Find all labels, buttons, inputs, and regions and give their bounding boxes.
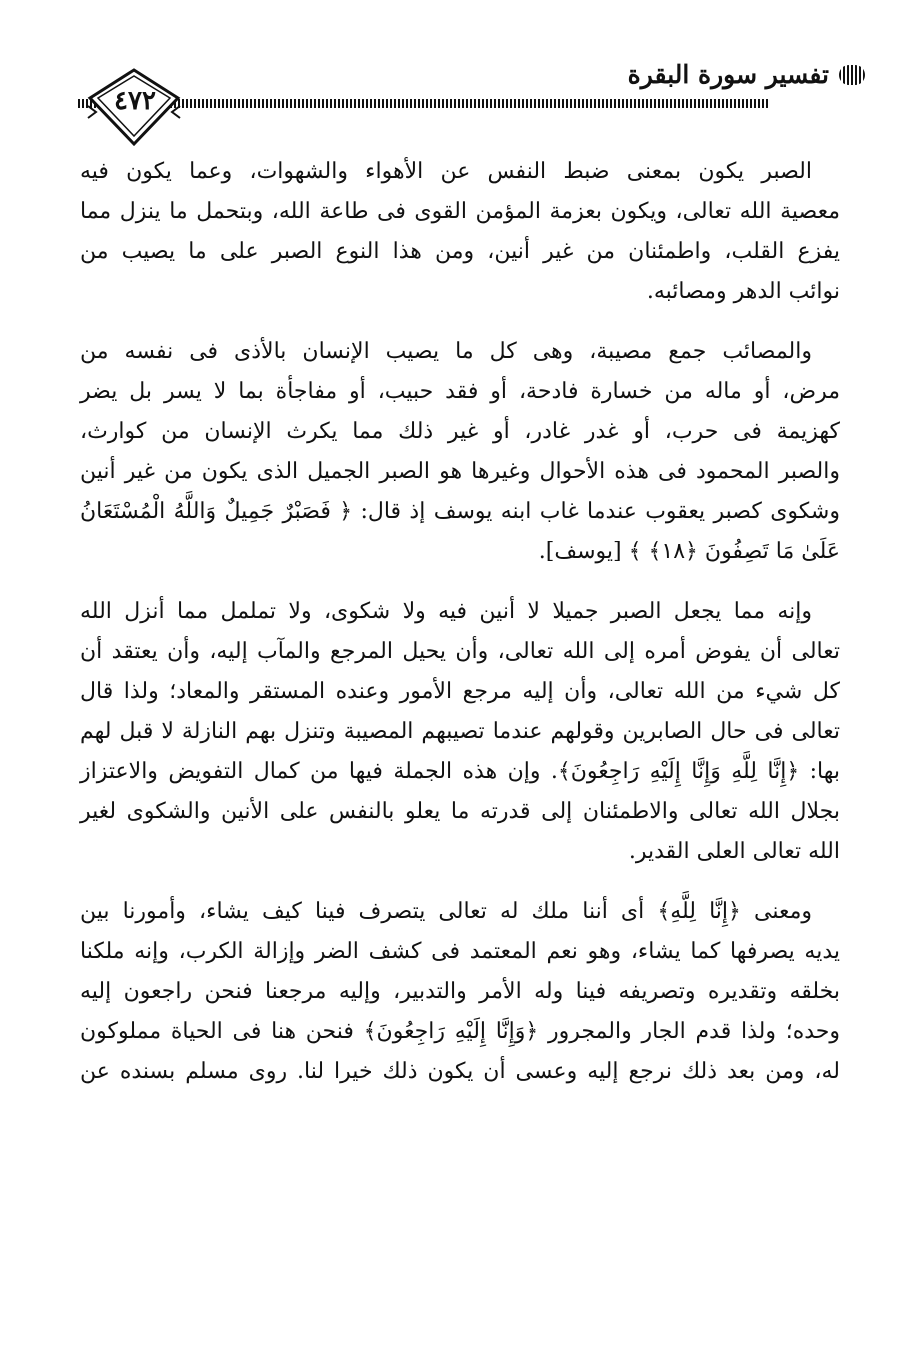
ornament-icon: [839, 65, 865, 85]
paragraph: [80, 152, 840, 312]
text-line: بخلقه وتقديره وتصريفه فينا وله الأمر والتدبير، وإليه مرجعنا فنحن راجعون إليه: [80, 979, 840, 1004]
text-line: وشكوى كصبر يعقوب عندما غاب ابنه يوسف إذ قال: ﴿ فَصَبْرٌ جَمِيلٌ وَاللَّهُ الْمُسْتَعَانُ: [80, 499, 840, 524]
text-line: وإنه مما يجعل الصبر جميلا لا أنين فيه ولا شكوى، ولا تململ مما أنزل الله: [80, 599, 812, 624]
text-line: كل شيء من الله تعالى، وأن إليه مرجع الأمور وعنده المستقر والمعاد؛ ولذا قال: [80, 679, 840, 704]
text-line: له، ومن بعد ذلك نرجع إليه وعسى أن يكون ذلك خيرا لنا. روى مسلم بسنده عن: [80, 1059, 840, 1084]
text-line: تعالى فى حال الصابرين وقولهم عندما تصيبهم المصيبة وتنزل بهم النازلة لا قبل لهم: [80, 719, 840, 744]
paragraph: [80, 332, 840, 572]
text-line: بجلال الله تعالى والاطمئنان إلى قدرته ما يعلو بالنفس على الأنين والشكوى لغير: [80, 799, 840, 824]
paragraph: [80, 592, 840, 872]
text-line: الله تعالى العلى القدير.: [628, 839, 840, 864]
text-line: كهزيمة فى حرب، أو غدر غادر، أو غير ذلك مما يكرث الإنسان من كوارث،: [80, 419, 840, 444]
text-line: الصبر يكون بمعنى ضبط النفس عن الأهواء والشهوات، وعما يكون فيه: [80, 159, 812, 184]
text-line: بها: ﴿إِنَّا لِلَّهِ وَإِنَّا إِلَيْهِ رَاجِعُونَ﴾. وإن هذه الجملة فيها من كمال التفويض والاعتزاز: [80, 759, 840, 784]
text-line: وحده؛ ولذا قدم الجار والمجرور ﴿وَإِنَّا إِلَيْهِ رَاجِعُونَ﴾ فنحن هنا فى الحياة مملوكون: [80, 1019, 840, 1044]
text-line: نوائب الدهر ومصائبه.: [646, 279, 840, 304]
text-line: والمصائب جمع مصيبة، وهى كل ما يصيب الإنسان بالأذى فى نفسه من: [80, 339, 812, 364]
text-line: يفزع القلب، واطمئنان من غير أنين، ومن هذا النوع الصبر على ما يصيب من: [80, 239, 840, 264]
running-header: [628, 60, 865, 89]
page-body: [80, 152, 840, 1112]
paragraph: [80, 892, 840, 1092]
page-number: ٤٧٢: [114, 86, 156, 116]
text-line: يديه يصرفها كما يشاء، وهو نعم المعتمد فى كشف الضر وإزالة الكرب، وإنه ملكنا: [80, 939, 840, 964]
running-title: تفسير سورة البقرة: [627, 60, 829, 89]
text-line: ومعنى ﴿إِنَّا لِلَّهِ﴾ أى أننا ملك له تعالى يتصرف فينا كيف يشاء، وأمورنا بين: [80, 899, 812, 924]
text-line: مرض، أو ماله من خسارة فادحة، أو فقد حبيب، أو مفاجأة بما لا يسر بل يضر: [80, 379, 840, 404]
text-line: عَلَىٰ مَا تَصِفُونَ ﴿١٨﴾ ﴾ [يوسف].: [538, 539, 840, 564]
text-line: والصبر المحمود فى هذه الأحوال وغيرها هو الصبر الجميل الذى يكون من غير أنين: [80, 459, 840, 484]
text-line: تعالى أن يفوض أمره إلى الله تعالى، وأن يحيل المرجع والمآب إليه، وأن يعتقد أن: [80, 639, 840, 664]
text-line: معصية الله تعالى، ويكون بعزمة المؤمن القوى فى طاعة الله، وبتحمل ما ينزل مما: [80, 199, 840, 224]
